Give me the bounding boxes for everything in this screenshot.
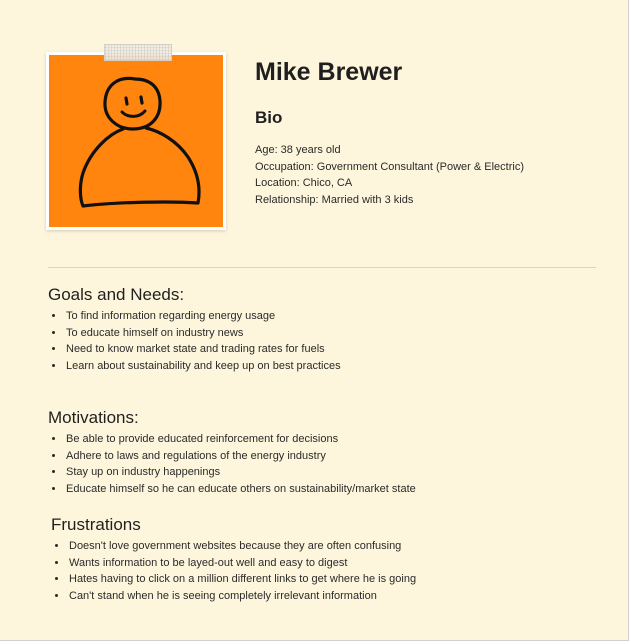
avatar-photo-frame (46, 52, 226, 230)
list-item: • To find information regarding energy usage (65, 308, 608, 325)
goals-title: Goals and Needs: (48, 285, 185, 304)
list-item: • To educate himself on industry news (65, 325, 608, 342)
bio-details (255, 142, 524, 208)
persona-name: Mike Brewer (255, 58, 403, 86)
list-item: • Wants information to be layed-out well and easy to digest (68, 555, 611, 572)
list-item: • Doesn't love government websites because they are often confusing (68, 538, 611, 555)
list-item: • Educate himself so he can educate others on sustainability/market state (65, 481, 608, 498)
bio-location: Location: Chico, CA (255, 177, 353, 189)
frustrations-list (51, 538, 611, 604)
goals-section (48, 285, 608, 374)
list-item: • Stay up on industry happenings (65, 464, 608, 481)
person-doodle-icon (49, 55, 223, 227)
goals-list (48, 308, 608, 374)
bio-age: Age: 38 years old (255, 144, 341, 156)
bio-relationship: Relationship: Married with 3 kids (255, 193, 414, 206)
motivations-list (48, 431, 608, 497)
motivations-title: Motivations: (48, 408, 139, 427)
list-item: • Need to know market state and trading rates for fuels (65, 341, 608, 358)
list-item: • Learn about sustainability and keep up on best practices (65, 358, 608, 375)
motivations-section (48, 408, 608, 497)
list-item: • Be able to provide educated reinforcement for decisions (65, 431, 608, 448)
avatar (49, 55, 223, 227)
list-item: • Can't stand when he is seeing completely irrelevant information (68, 588, 611, 605)
frustrations-title: Frustrations (51, 515, 141, 534)
list-item: • Adhere to laws and regulations of the energy industry (65, 448, 608, 465)
list-item: • Hates having to click on a million different links to get where he is going (68, 571, 611, 588)
section-divider (48, 267, 596, 268)
bio-occupation: Occupation: Government Consultant (Power & Electric) (255, 160, 525, 173)
frustrations-section (51, 515, 611, 604)
tape-strip (104, 44, 172, 61)
bio-heading: Bio (255, 108, 283, 127)
